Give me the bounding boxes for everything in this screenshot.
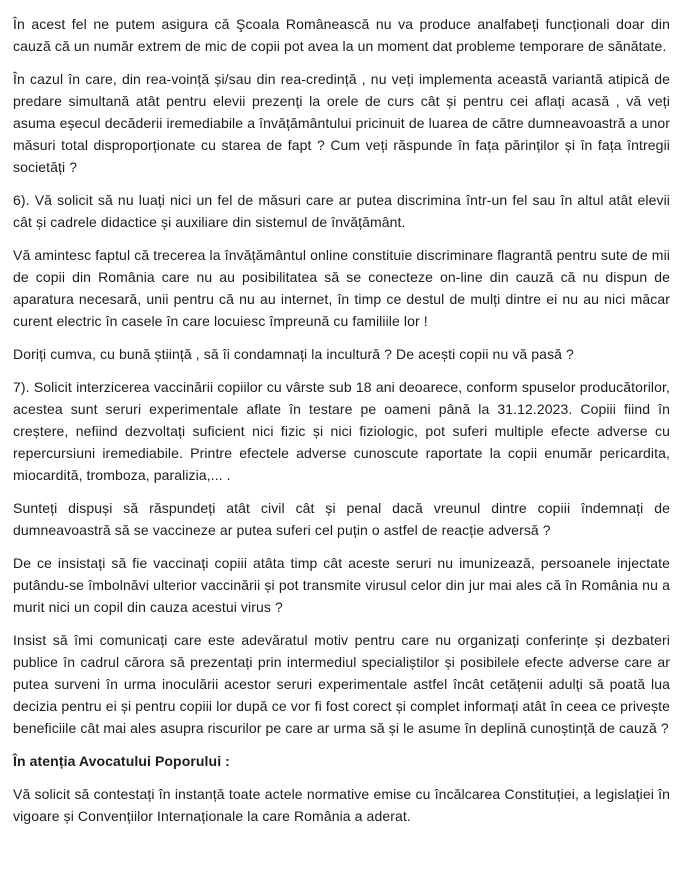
paragraph-point-6: 6). Vă solicit să nu luați nici un fel de măsuri care ar putea discrimina într-un fel sau în altul atât elevii cât și cadrele didactice și auxiliare din sistemul de învățământ. [13,192,670,230]
paragraph-conferences-demand: Insist să îmi comunicați care este adevăratul motiv pentru care nu organizați conferințe și dezbateri publice în cadrul cărora să prezentați prin intermediul specialiștilor și posibilele efecte adverse care ar putea surveni în urma inoculării acestor seruri experimentale astfel încât cetățenii adulți să poată lua decizia pentru ei și pentru copiii lor după ce vor fi fost corect și complet informați atât în ceea ce privește beneficiile cât mai ales asupra riscurilor pe care ar urma să și le asume în deplină cunoștință de cauză ? [13,632,670,736]
paragraph-why-insist-question: De ce insistați să fie vaccinați copiii atâta timp cât aceste seruri nu imunizează, persoanele injectate putându-se îmbolnăvi ulterior vaccinării și pot transmite virusul celor din jur mai ales că în România nu a murit nici un copil din cauza acestui virus ? [13,555,670,615]
paragraph-bad-faith-question: În cazul în care, din rea-voință și/sau din rea-credință , nu veți implementa această variantă atipică de predare simultană atât pentru elevii prezenți la orele de curs cât și pentru cei aflați acasă , vă veți asuma eșecul decăderii iremediabile a învățământului pricinuit de luarea de către dumneavoastră a unor măsuri total disproporționate cu starea de fapt ? Cum veți răspunde în fața părinților și în fața întregii societăți ? [13,71,670,175]
paragraph-online-discrimination: Vă amintesc faptul că trecerea la învățământul online constituie discriminare flagrantă pentru sute de mii de copii din România care nu au posibilitatea să se conecteze on-line din cauză că nu dispun de aparatura necesară, unii pentru că nu au internet, în timp ce destul de mulți dintre ei nu au nici măcar curent electric în casele în care locuiesc împreună cu familiile lor ! [13,247,670,329]
paragraph-school-assurance: În acest fel ne putem asigura că Şcoala Românească nu va produce analfabeți funcționali doar din cauză că un număr extrem de mic de copii pot avea la un moment dat probleme temporare de sănătate. [13,16,670,54]
paragraph-liability-question: Sunteți dispuși să răspundeți atât civil cât și penal dacă vreunul dintre copiii îndemnați de dumneavoastră să se vaccineze ar putea suferi cel puțin o astfel de reacție adversă ? [13,500,670,538]
paragraph-point-7: 7). Solicit interzicerea vaccinării copiilor cu vârste sub 18 ani deoarece, conform spuselor producătorilor, acestea sunt seruri experimentale aflate în testare pe oameni până la 31.12.2023. Copiii fiind în creștere, nefiind dezvoltați suficient nici fizic și nici fiziologic, pot suferi multiple efecte adverse cu repercursiuni iremediabile. Printre efectele adverse cunoscute raportate la copii enumăr pericardita, miocardită, tromboza, paralizia,... . [13,379,670,483]
paragraph-contest-normative-acts: Vă solicit să contestați în instanță toate actele normative emise cu încălcarea Constituției, a legislației în vigoare și Convențiilor Internaționale la care România a aderat. [13,786,670,824]
paragraph-incultura-question: Doriți cumva, cu bună știință , să îi condamnați la incultură ? De acești copii nu vă pasă ? [13,346,574,362]
section-heading-avocatul-poporului: În atenția Avocatului Poporului : [13,753,230,769]
